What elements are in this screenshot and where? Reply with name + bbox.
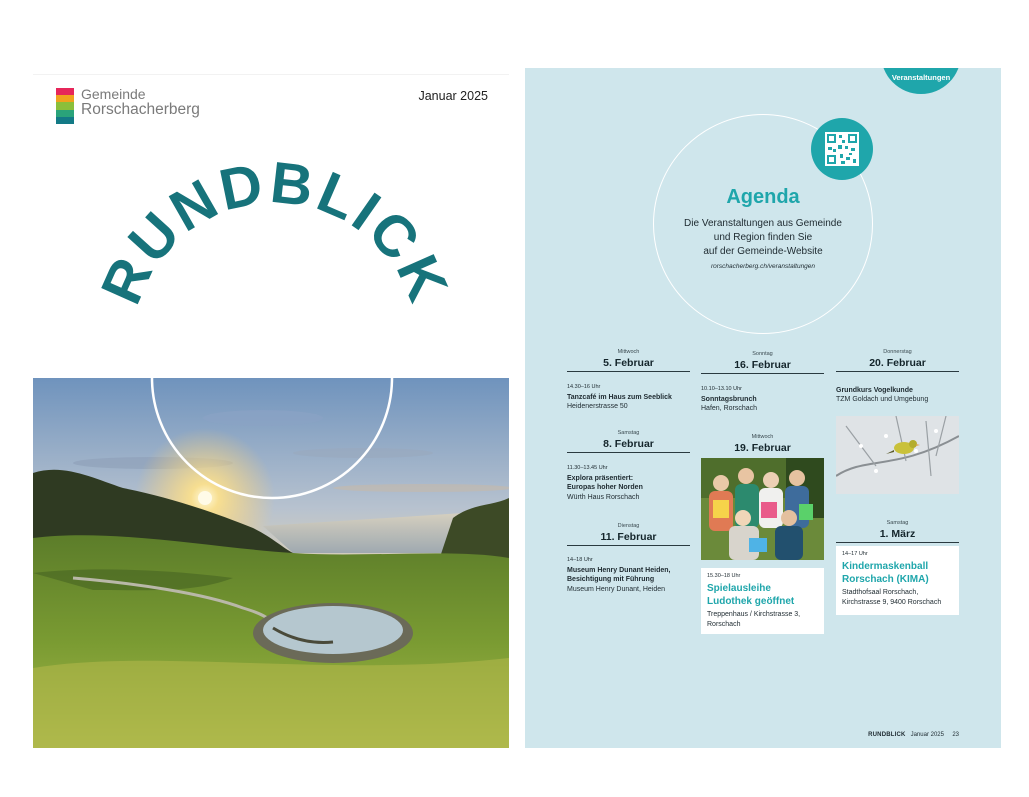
event-place: Würth Haus Rorschach xyxy=(567,493,640,501)
bird-on-snowy-branch-photo xyxy=(836,416,959,494)
event-place: TZM Goldach und Umgebung xyxy=(836,396,929,404)
event-title: Grundkurs Vogelkunde xyxy=(836,387,913,394)
agenda-title: Agenda xyxy=(726,186,800,208)
event-time: 15.30–18 Uhr xyxy=(707,573,741,579)
event-card xyxy=(836,546,959,615)
event-title: Sonntagsbrunch xyxy=(701,396,757,403)
date: 16. Februar xyxy=(734,359,791,371)
event-time: 14.30–16 Uhr xyxy=(567,384,601,390)
date-header xyxy=(836,349,959,372)
date-header xyxy=(701,434,824,456)
section-tab: Veranstaltungen xyxy=(881,68,961,94)
agenda-page xyxy=(525,68,1001,748)
agenda-intro xyxy=(663,217,863,259)
event-title: Tanzcafé im Haus zum Seeblick xyxy=(567,394,672,401)
logo-line-1: Gemeinde xyxy=(81,86,146,102)
date: 1. März xyxy=(879,528,916,540)
masthead-title: RUNDBLICK xyxy=(88,149,462,314)
event-title-line: Spielausleihe xyxy=(707,583,771,594)
event-item xyxy=(836,386,966,405)
page-number: 23 xyxy=(952,732,959,738)
event-place: Heidenerstrasse 50 xyxy=(567,403,628,411)
event-place-line: Stadthofsaal Rorschach, xyxy=(842,589,919,596)
event-title-line: Kindermaskenball xyxy=(842,561,929,572)
event-place-line: Kirchstrasse 9, 9400 Rorschach xyxy=(842,598,942,606)
intro-line: und Region finden Sie xyxy=(713,232,813,243)
ludothek-team-photo xyxy=(701,458,824,560)
weekday: Dienstag xyxy=(617,523,640,529)
date-header xyxy=(701,351,824,374)
footer-issue: Januar 2025 xyxy=(910,732,944,738)
page-footer xyxy=(868,732,959,738)
event-card xyxy=(701,568,824,634)
event-title-line: Explora präsentiert: xyxy=(567,475,634,482)
event-time: 11.30–13.45 Uhr xyxy=(567,465,608,471)
event-time: 14–17 Uhr xyxy=(842,551,868,557)
event-place-line: Rorschach xyxy=(707,620,741,628)
weekday: Samstag xyxy=(886,520,909,526)
event-time: 10.10–13.10 Uhr xyxy=(701,386,742,392)
issue-date: Januar 2025 xyxy=(418,89,488,103)
weekday: Mittwoch xyxy=(617,349,640,355)
event-place: Museum Henry Dunant, Heiden xyxy=(567,585,666,593)
date: 8. Februar xyxy=(603,438,654,450)
event-title-line: Rorschach (KIMA) xyxy=(842,573,929,585)
date-header xyxy=(836,520,959,543)
date: 11. Februar xyxy=(600,531,657,543)
footer-magazine: RUNDBLICK xyxy=(868,732,906,738)
event-title-line: Museum Henry Dunant Heiden, xyxy=(567,567,671,574)
weekday: Donnerstag xyxy=(883,349,912,355)
intro-line: auf der Gemeinde-Website xyxy=(703,246,823,257)
event-title-line: Europas hoher Norden xyxy=(567,484,643,492)
event-item xyxy=(701,386,831,414)
event-title-line: Besichtigung mit Führung xyxy=(567,576,655,584)
event-item xyxy=(567,557,697,594)
event-place-line: Treppenhaus / Kirchstrasse 3, xyxy=(707,611,801,618)
date: 19. Februar xyxy=(734,442,791,454)
intro-line: Die Veranstaltungen aus Gemeinde xyxy=(684,218,842,229)
date: 5. Februar xyxy=(603,357,654,369)
cover-page xyxy=(33,74,509,748)
qr-code-icon[interactable] xyxy=(811,118,873,180)
weekday: Mittwoch xyxy=(751,434,774,440)
logo-line-2: Rorschacherberg xyxy=(81,100,200,118)
decorative-ring xyxy=(33,75,509,748)
event-time: 14–18 Uhr xyxy=(567,557,593,563)
date-header xyxy=(567,430,690,453)
agenda-website-link[interactable]: rorschacherberg.ch/veranstaltungen xyxy=(710,263,816,270)
weekday: Sonntag xyxy=(752,351,773,357)
event-item xyxy=(567,384,697,412)
event-place: Hafen, Rorschach xyxy=(701,405,758,413)
date-header xyxy=(567,523,690,546)
event-item xyxy=(567,465,697,502)
event-title-line: Ludothek geöffnet xyxy=(707,595,795,607)
date: 20. Februar xyxy=(869,357,926,369)
date-header xyxy=(567,349,690,372)
weekday: Samstag xyxy=(617,430,640,436)
